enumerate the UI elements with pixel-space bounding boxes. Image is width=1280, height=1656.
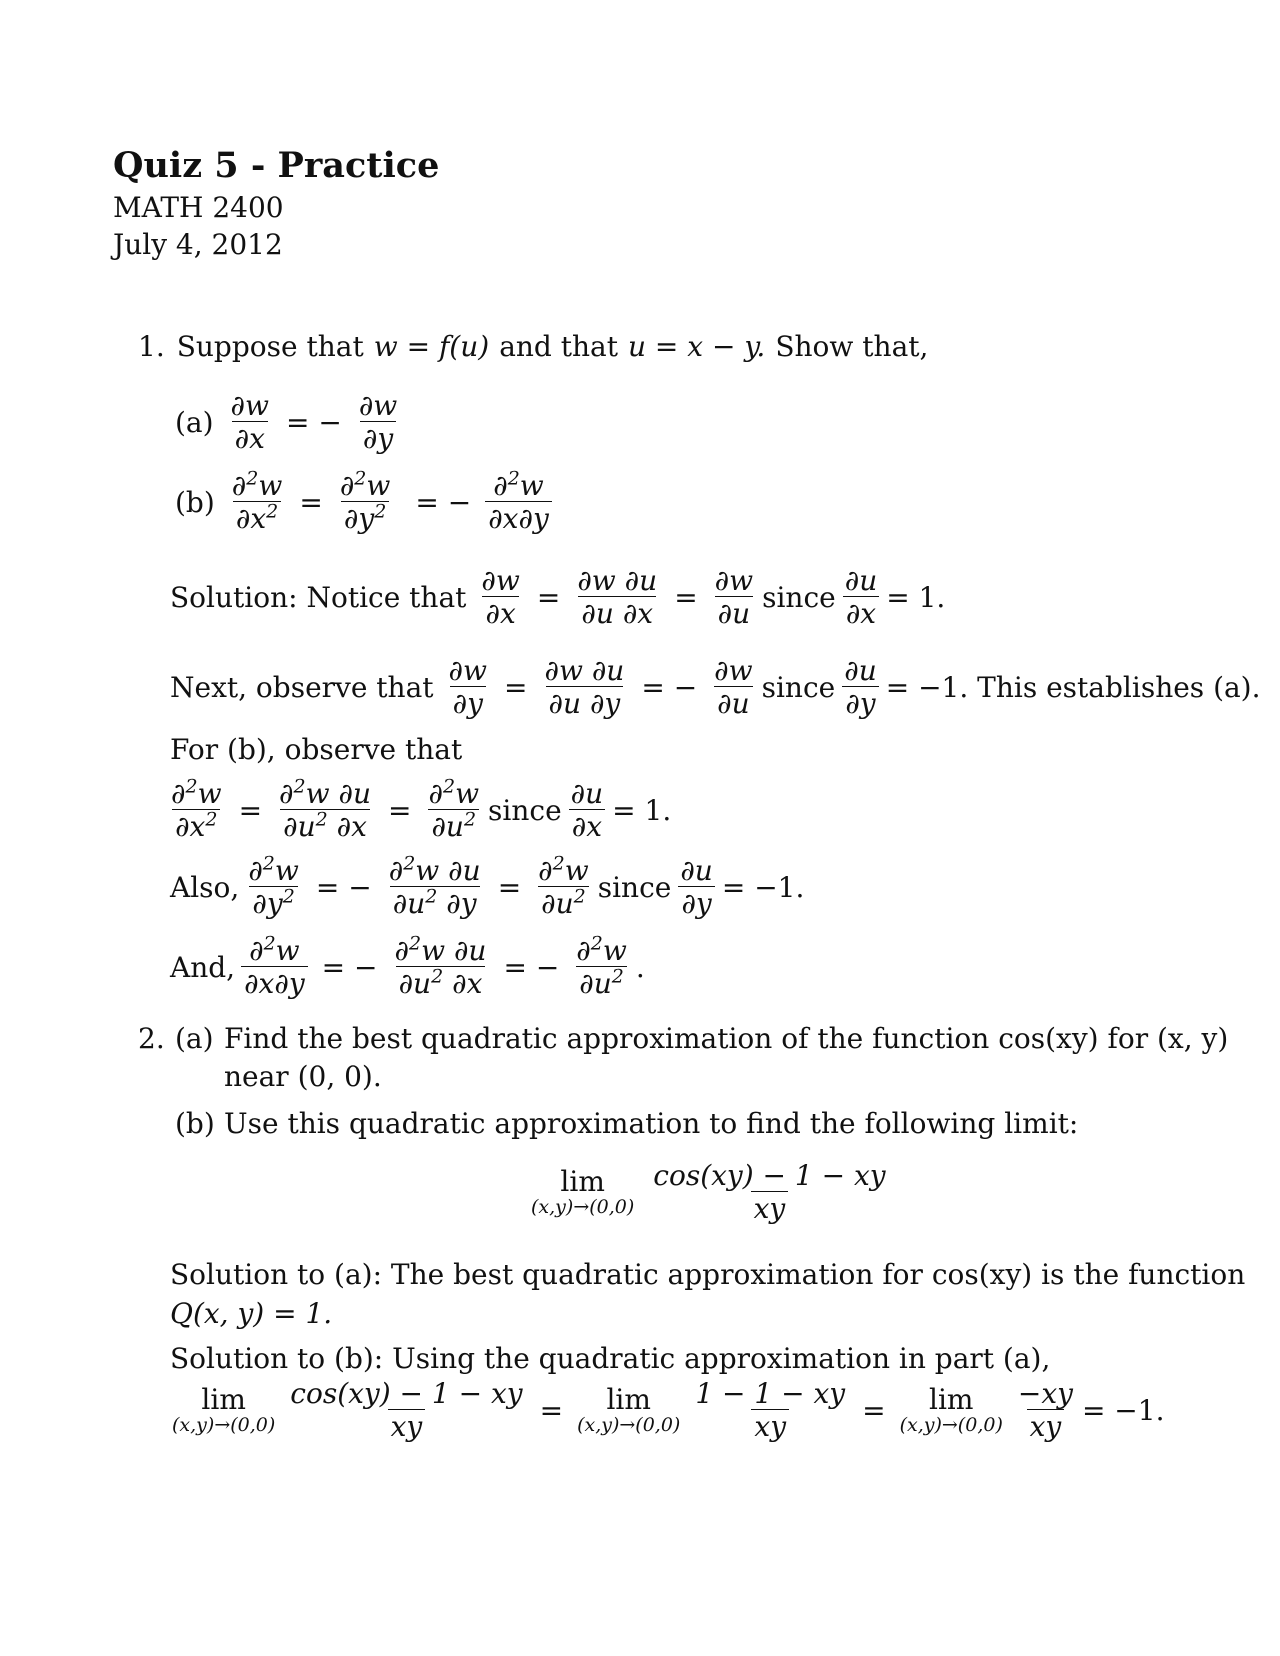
limit-denominator: xy [751,1191,789,1224]
q1-statement [138,330,928,364]
q2-part-a-label: (a) [175,1022,214,1055]
q1-b-eq3: And, $\frac{\partial^2w}{\partial x\partial y}$ = − $\frac{\partial^2w \partial u}{\partial u^2 \partial x}$ = − $\frac{\partial^2w}{\partial u^2}$ . [170,932,645,1001]
quiz-date: July 4, 2012 [113,228,283,261]
lim-subscript: (x,y)→(0,0) [577,1414,681,1437]
also-text: Also, [170,870,240,904]
q1-eq2: u = x − y. [627,330,766,363]
sol-b-denominator-2: xy [751,1409,789,1442]
since-text: since [597,870,672,904]
sol-b-numerator-1: cos(xy) − 1 − xy [290,1377,523,1410]
q2-part-b-text: Use this quadratic approximation to find the following limit: [224,1107,1079,1140]
lim-subscript: (x,y)→(0,0) [172,1414,276,1437]
sol-b-result: = −1. [1081,1393,1165,1427]
since-text: since [762,580,836,614]
eq-minus-one: = −1. [721,870,805,904]
q1-part-a: (a) $\frac{\partial w}{\partial x}$ = − $\frac{\partial w}{\partial y}$ [175,389,398,456]
q2-limit-expression [525,1160,895,1225]
q1-part-b-label: (b) [175,485,215,519]
q2-part-b-label: (b) [175,1107,215,1140]
sol-b-numerator-2: 1 − 1 − xy [695,1377,846,1410]
q2-number: 2. [138,1022,165,1055]
q2-solution-a-line2: Q(x, y) = 1. [170,1297,333,1330]
q1-intro-end: Show that, [775,330,929,363]
q2-solution-b-line1: Solution to (b): Using the quadratic approximation in part (a), [170,1342,1051,1375]
q1-intro-and: and that [499,330,618,363]
q1-part-b: (b) $\frac{\partial^2w}{\partial x^2}$ = $\frac{\partial^2w}{\partial y^2}$ = − $\frac{\partial^2w}{\partial x\partial y}$ [175,470,558,535]
sol-b-denominator-1: xy [388,1409,426,1442]
and-text: And, [170,950,236,984]
q1-number: 1. [138,330,165,363]
q1-next-label: Next, observe that [170,670,434,704]
q1-solution-line2: Next, observe that $\frac{\partial w}{\partial y}$ = $\frac{\partial w \partial u}{\partial u \partial y}$ = − $\frac{\partial w}{\partial u}$ since $\frac{\partial u}{\partial y}$ = −1. This establishes (a). [170,654,1261,721]
q2-solution-b-equation: lim (x,y)→(0,0) $\frac{\cos(xy) - 1 - xy}{xy}$ = lim (x,y)→(0,0) $\frac{1 - 1 - xy}{xy}$ = lim (x,y)→(0,0) $\frac{-xy}{xy}$ = −1. [172,1377,1165,1444]
eq-one-text: = 1. [886,580,946,614]
sol-b-numerator-3: −xy [1017,1377,1073,1410]
lim-word: lim [201,1382,246,1416]
q1-eq1: w = f(u) [373,330,490,363]
lim-word: lim [560,1164,605,1198]
q2-part-a-line2: near (0, 0). [224,1060,382,1093]
q1-solution-line1: Solution: Notice that $\frac{\partial w}{\partial x}$ = $\frac{\partial w \partial u}{\partial u \partial x}$ = $\frac{\partial w}{\partial u}$ since $\frac{\partial u}{\partial x}$ = 1. [170,564,946,631]
q1-b-eq1: $\frac{\partial^2w}{\partial x^2}$ = $\frac{\partial^2w \partial u}{\partial u^2 \partial x}$ = $\frac{\partial^2w}{\partial u^2}$ since $\frac{\partial u}{\partial x}$ = 1. [171,775,672,844]
eq-minus-one-establishes: = −1. This establishes (a). [885,670,1261,704]
lim-subscript: (x,y)→(0,0) [531,1196,635,1219]
lim-word: lim [606,1382,651,1416]
q1-b-eq2: Also, $\frac{\partial^2w}{\partial y^2}$ = − $\frac{\partial^2w \partial u}{\partial u^2 \partial y}$ = $\frac{\partial^2w}{\partial u^2}$ since $\frac{\partial u}{\partial y}$ = −1. [170,852,805,921]
q2-solution-a-line1: Solution to (a): The best quadratic approximation for cos(xy) is the function [170,1258,1246,1291]
sol-b-denominator-3: xy [1027,1409,1065,1442]
course-code: MATH 2400 [113,191,284,224]
q1-part-a-label: (a) [175,405,214,439]
page-title: Quiz 5 - Practice [113,145,440,186]
q1-for-b: For (b), observe that [170,733,463,766]
since-text: since [488,793,562,827]
q1-solution-label: Solution: Notice that [170,580,467,614]
eq-one-text: = 1. [612,793,672,827]
q2-part-a-line1: Find the best quadratic approximation of the function cos(xy) for (x, y) [224,1022,1229,1055]
since-text: since [761,670,836,704]
lim-subscript: (x,y)→(0,0) [899,1414,1003,1437]
limit-numerator: cos(xy) − 1 − xy [653,1159,886,1192]
q1-intro-a: Suppose that [176,330,364,363]
lim-word: lim [928,1382,974,1416]
